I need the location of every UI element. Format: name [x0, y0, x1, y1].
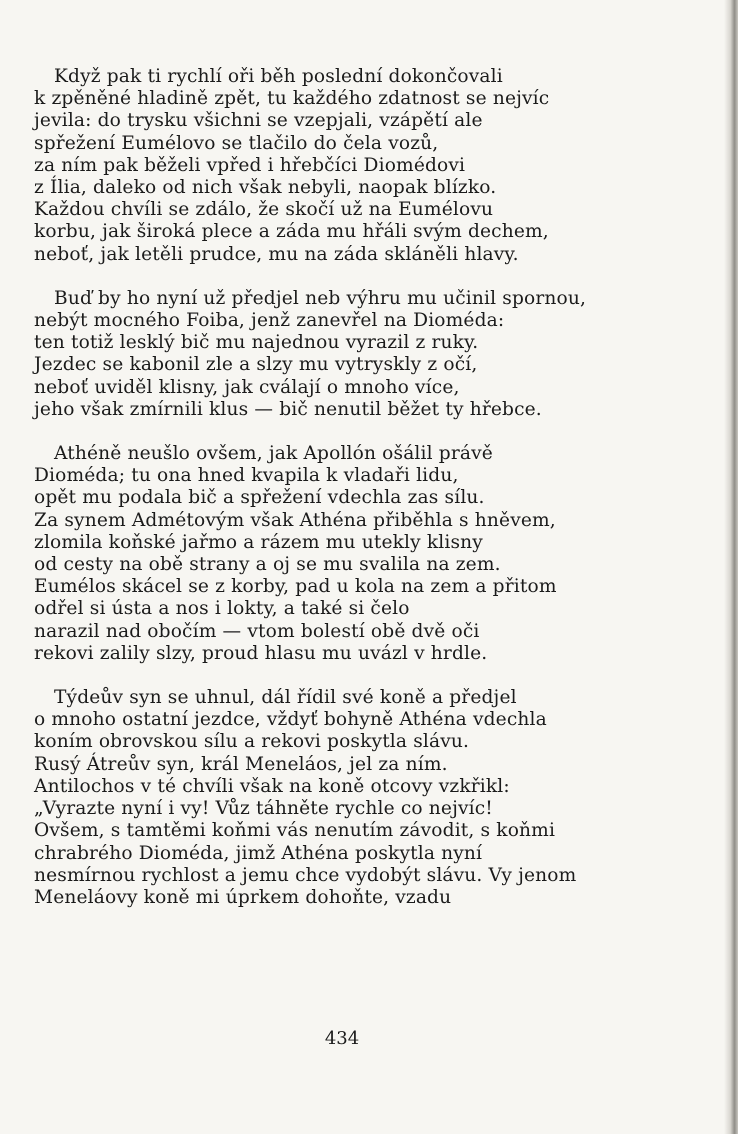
verse-line: Rusý Átreův syn, král Meneláos, jel za ním. — [34, 753, 448, 775]
verse-line: za ním pak běželi vpřed i hřebčíci Diomédovi — [34, 154, 466, 176]
verse-line: Za synem Admétovým však Athéna přiběhla s hněvem, — [34, 509, 556, 531]
verse-line: jeho však zmírnili klus — bič nenutil běžet ty hřebce. — [34, 398, 542, 420]
verse-line: Buď by ho nyní už předjel neb výhru mu učinil spornou, — [54, 287, 587, 309]
verse-line: zlomila koňské jařmo a rázem mu utekly klisny — [34, 531, 483, 553]
stanza-4 — [34, 687, 684, 909]
verse-line: neboť, jak letěli prudce, mu na záda skláněli hlavy. — [34, 243, 519, 265]
verse-line: z Ília, daleko od nich však nebyli, naopak blízko. — [34, 177, 497, 199]
verse-line: „Vyrazte nyní i vy! Vůz táhněte rychle co nejvíc! — [34, 798, 493, 820]
verse-line: rekovi zalily slzy, proud hlasu mu uvázl v hrdle. — [34, 642, 488, 664]
verse-line: koním obrovskou sílu a rekovi poskytla slávu. — [34, 731, 470, 753]
verse-line: korbu, jak široká plece a záda mu hřáli svým dechem, — [34, 221, 549, 243]
stanza-3 — [34, 443, 684, 665]
verse-line: k zpěněné hladině zpět, tu každého zdatnost se nejvíc — [34, 88, 550, 110]
page-number: 434 — [324, 1028, 360, 1049]
verse-line: neboť uviděl klisny, jak cválají o mnoho více, — [34, 376, 460, 398]
verse-line: Athéně neušlo ovšem, jak Apollón ošálil právě — [54, 443, 493, 465]
verse-line: chrabrého Dioméda, jimž Athéna poskytla nyní — [34, 842, 483, 864]
verse-line: Antilochos v té chvíli však na koně otcovy vzkřikl: — [34, 775, 510, 797]
page-binding-edge — [724, 0, 738, 1134]
verse-line: opět mu podala bič a spřežení vdechla zas sílu. — [34, 487, 485, 509]
verse-line: Jezdec se kabonil zle a slzy mu vytryskly z očí, — [34, 354, 478, 376]
stanza-1 — [34, 66, 684, 266]
verse-line: nesmírnou rychlost a jemu chce vydobýt slávu. Vy jenom — [34, 864, 577, 886]
verse-line: Týdeův syn se uhnul, dál řídil své koně a předjel — [54, 687, 517, 709]
poem-text — [34, 66, 684, 931]
verse-line: nebýt mocného Foiba, jenž zanevřel na Dioméda: — [34, 310, 505, 332]
verse-line: Ovšem, s tamtěmi koňmi vás nenutím závodit, s koňmi — [34, 820, 556, 842]
verse-line: o mnoho ostatní jezdce, vždyť bohyně Athéna vdechla — [34, 709, 547, 731]
verse-line: Když pak ti rychlí oři běh poslední dokončovali — [54, 66, 503, 87]
verse-line: Meneláovy koně mi úprkem dohoňte, vzadu — [34, 886, 452, 908]
verse-line: ten totiž lesklý bič mu najednou vyrazil z ruky. — [34, 332, 479, 354]
verse-line: jevila: do trysku všichni se vzepjali, vzápětí ale — [34, 110, 483, 132]
verse-line: odřel si ústa a nos i lokty, a také si čelo — [34, 598, 410, 620]
verse-line: spřežení Eumélovo se tlačilo do čela vozů, — [34, 132, 439, 154]
stanza-2 — [34, 288, 684, 421]
verse-line: od cesty na obě strany a oj se mu svalila na zem. — [34, 554, 501, 576]
verse-line: Eumélos skácel se z korby, pad u kola na zem a přitom — [34, 576, 557, 598]
verse-line: narazil nad obočím — vtom bolestí obě dvě oči — [34, 620, 480, 642]
verse-line: Dioméda; tu ona hned kvapila k vladaři lidu, — [34, 465, 459, 487]
verse-line: Každou chvíli se zdálo, že skočí už na Eumélovu — [34, 199, 494, 221]
